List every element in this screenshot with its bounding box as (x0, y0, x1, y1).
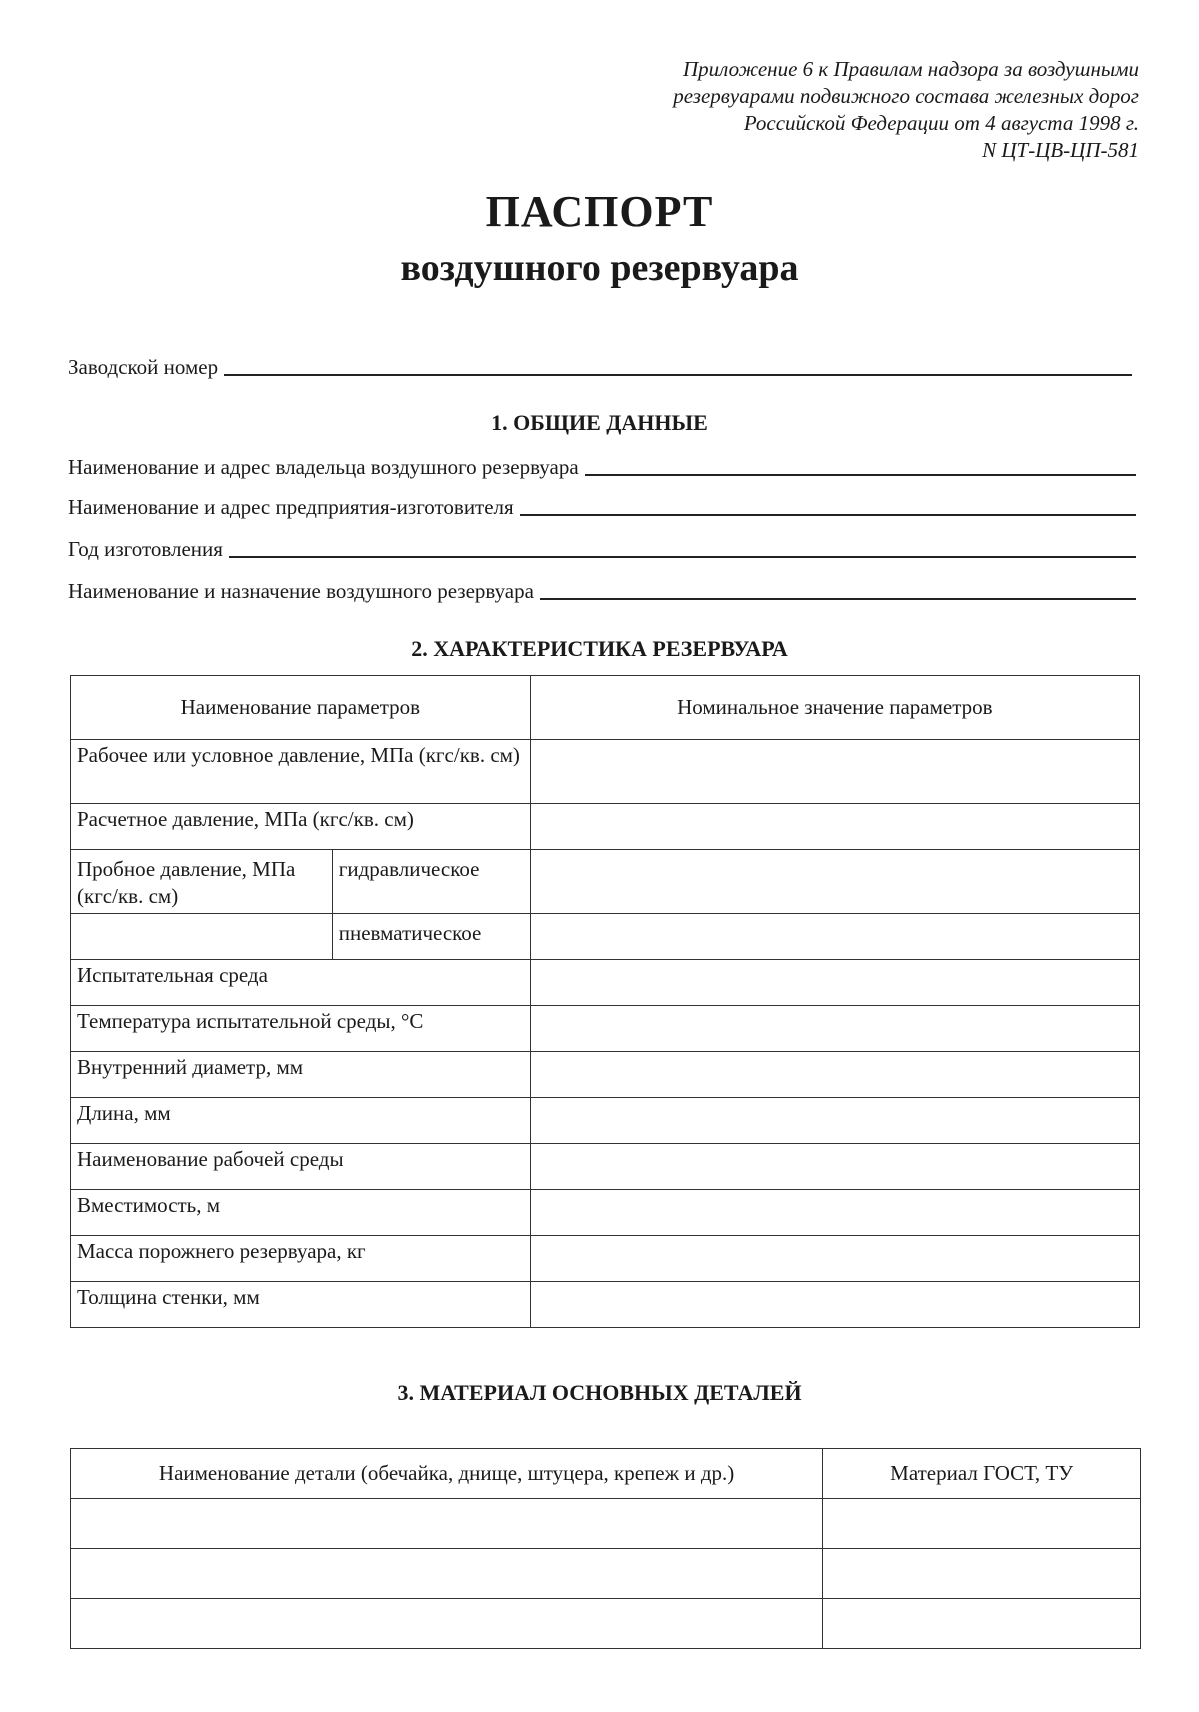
material-cell[interactable] (823, 1499, 1141, 1549)
part-name-cell[interactable] (71, 1499, 823, 1549)
table-row (71, 914, 1140, 960)
table-row (71, 850, 1140, 914)
capacity-value[interactable] (530, 1190, 1139, 1236)
characteristics-table (70, 675, 1140, 1328)
appendix-line-4: N ЦТ-ЦВ-ЦП-581 (982, 138, 1139, 162)
design-pressure-label: Расчетное давление, МПа (кгс/кв. см) (71, 804, 531, 850)
table-row (71, 1098, 1140, 1144)
part-name-cell[interactable] (71, 1599, 823, 1649)
test-pressure-blank-cell (71, 914, 333, 960)
section-2-title: 2. ХАРАКТЕРИСТИКА РЕЗЕРВУАРА (411, 636, 788, 661)
capacity-label: Вместимость, м (71, 1190, 531, 1236)
owner-blank[interactable] (585, 474, 1136, 476)
table-row (71, 804, 1140, 850)
manufacturer-label: Наименование и адрес предприятия-изготовителя (68, 495, 514, 519)
design-pressure-value[interactable] (530, 804, 1139, 850)
table-row (71, 1052, 1140, 1098)
table-row (71, 1236, 1140, 1282)
test-temp-label: Температура испытательной среды, °С (71, 1006, 531, 1052)
table-row (71, 1499, 1141, 1549)
appendix-line-2: резервуарами подвижного состава железных дорог (673, 84, 1139, 108)
empty-mass-label: Масса порожнего резервуара, кг (71, 1236, 531, 1282)
document-subtitle: воздушного резервуара (400, 247, 799, 289)
appendix-line-1: Приложение 6 к Правилам надзора за воздушными (683, 57, 1139, 81)
table-row (71, 960, 1140, 1006)
serial-number-label: Заводской номер (68, 355, 219, 379)
owner-field[interactable] (68, 450, 1136, 480)
material-cell[interactable] (823, 1599, 1141, 1649)
test-medium-label: Испытательная среда (71, 960, 531, 1006)
year-field[interactable] (68, 532, 1136, 562)
manufacturer-field[interactable] (68, 490, 1136, 520)
appendix-reference (519, 56, 1139, 164)
working-medium-value[interactable] (530, 1144, 1139, 1190)
test-temp-value[interactable] (530, 1006, 1139, 1052)
pneumatic-value[interactable] (530, 914, 1139, 960)
purpose-blank[interactable] (540, 598, 1136, 600)
working-pressure-value[interactable] (530, 740, 1139, 804)
serial-number-field[interactable] (68, 350, 1132, 380)
appendix-line-3: Российской Федерации от 4 августа 1998 г. (743, 111, 1139, 135)
owner-label: Наименование и адрес владельца воздушного резервуара (68, 455, 579, 479)
hydraulic-value[interactable] (530, 850, 1139, 914)
pneumatic-label: пневматическое (332, 914, 530, 960)
serial-number-blank[interactable] (224, 374, 1132, 376)
test-medium-value[interactable] (530, 960, 1139, 1006)
year-blank[interactable] (229, 556, 1136, 558)
table-row (71, 1282, 1140, 1328)
materials-table (70, 1448, 1141, 1649)
document-title: ПАСПОРТ (485, 187, 714, 236)
test-pressure-label: Пробное давление, МПа (кгс/кв. см) (71, 850, 333, 914)
table-row (71, 740, 1140, 804)
year-label: Год изготовления (68, 537, 223, 561)
empty-mass-value[interactable] (530, 1236, 1139, 1282)
material-cell[interactable] (823, 1549, 1141, 1599)
hydraulic-label: гидравлическое (332, 850, 530, 914)
section-3-title: 3. МАТЕРИАЛ ОСНОВНЫХ ДЕТАЛЕЙ (397, 1380, 802, 1405)
table-row (71, 1190, 1140, 1236)
section-1-title: 1. ОБЩИЕ ДАННЫЕ (491, 410, 708, 435)
table-row (71, 1549, 1141, 1599)
working-pressure-label: Рабочее или условное давление, МПа (кгс/кв. см) (71, 740, 531, 804)
material-header: Материал ГОСТ, ТУ (823, 1449, 1141, 1499)
part-name-cell[interactable] (71, 1549, 823, 1599)
table-row (71, 1006, 1140, 1052)
purpose-label: Наименование и назначение воздушного резервуара (68, 579, 534, 603)
inner-diameter-label: Внутренний диаметр, мм (71, 1052, 531, 1098)
table-row (71, 1599, 1141, 1649)
length-value[interactable] (530, 1098, 1139, 1144)
length-label: Длина, мм (71, 1098, 531, 1144)
manufacturer-blank[interactable] (520, 514, 1136, 516)
param-value-header: Номинальное значение параметров (530, 676, 1139, 740)
part-name-header: Наименование детали (обечайка, днище, штуцера, крепеж и др.) (71, 1449, 823, 1499)
wall-thickness-label: Толщина стенки, мм (71, 1282, 531, 1328)
inner-diameter-value[interactable] (530, 1052, 1139, 1098)
param-name-header: Наименование параметров (71, 676, 531, 740)
purpose-field[interactable] (68, 574, 1136, 604)
working-medium-label: Наименование рабочей среды (71, 1144, 531, 1190)
table-row (71, 1144, 1140, 1190)
table-header-row (71, 676, 1140, 740)
wall-thickness-value[interactable] (530, 1282, 1139, 1328)
table-header-row (71, 1449, 1141, 1499)
